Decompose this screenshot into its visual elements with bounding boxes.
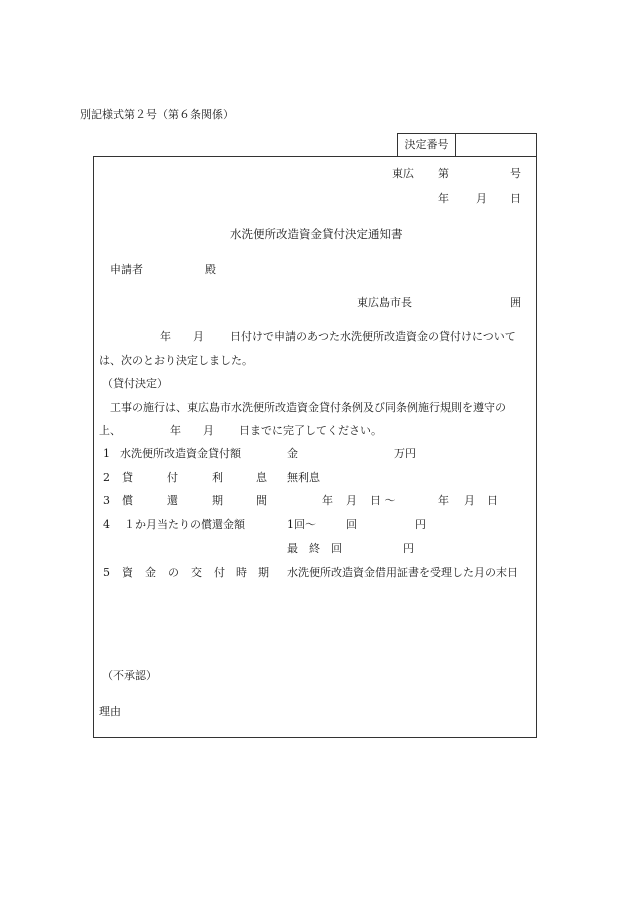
item3-number: 3: [103, 494, 110, 507]
body-line1-month: 月: [193, 330, 204, 343]
body-line1-year: 年: [160, 330, 171, 343]
document-title: 水洗便所改造資金貸付決定通知書: [230, 227, 403, 241]
item3-start-day: 日 〜: [370, 494, 396, 507]
item4-number: 4: [103, 518, 110, 531]
doc-number-go: 号: [510, 167, 521, 180]
item4-label: １か月当たりの償還金額: [124, 518, 245, 531]
approval-heading: （貸付決定）: [102, 377, 168, 390]
work-line2-month: 月: [203, 424, 214, 437]
item5-label-char: 金: [145, 566, 156, 579]
work-line2-year: 年: [170, 424, 181, 437]
decision-number-box: [397, 133, 537, 157]
item5-number: 5: [103, 566, 110, 579]
item2-label-char: 利: [212, 471, 223, 484]
item3-label-char: 間: [256, 494, 267, 507]
form-header-label: 別記様式第２号（第６条関係）: [80, 108, 234, 121]
item5-label-char: 交: [191, 566, 202, 579]
item4-first: 1回〜: [287, 518, 316, 531]
item3-label-char: 還: [167, 494, 178, 507]
item5-label-char: の: [168, 566, 179, 579]
work-line2-suffix: 日までに完了してください。: [239, 424, 382, 437]
item3-end-day: 日: [487, 494, 498, 507]
item5-label-char: 資: [122, 566, 133, 579]
work-line1: 工事の施行は、東広島市水洗便所改造資金貸付条例及び同条例施行規則を遵守の: [110, 401, 506, 414]
date-month: 月: [476, 192, 487, 205]
item3-label-char: 期: [212, 494, 223, 507]
item4-final-yen: 円: [403, 542, 414, 555]
body-line1-text: 日付けで申請のあつた水洗便所改造資金の貸付けについて: [230, 330, 516, 343]
item3-end-month: 月: [464, 494, 475, 507]
item2-label-char: 息: [256, 471, 267, 484]
item5-label-char: 時: [236, 566, 247, 579]
item4-final-label: 最 終 回: [287, 542, 342, 555]
decision-number-field[interactable]: [456, 134, 536, 157]
item3-label-char: 償: [122, 494, 133, 507]
item5-label-char: 期: [258, 566, 269, 579]
applicant-label: 申請者: [110, 263, 143, 276]
doc-number-prefix: 東広: [392, 167, 414, 180]
body-line2: は、次のとおり決定しました。: [99, 354, 253, 367]
mayor-seal: 囲: [510, 296, 521, 309]
item2-label-char: 貸: [122, 471, 133, 484]
item2-value: 無利息: [287, 471, 320, 484]
item2-label-char: 付: [167, 471, 178, 484]
date-day: 日: [510, 192, 521, 205]
disapproval-heading: （不承認）: [102, 669, 157, 682]
item5-label-char: 付: [214, 566, 225, 579]
date-year: 年: [438, 192, 449, 205]
applicant-honorific: 殿: [205, 263, 216, 276]
item3-start-month: 月: [346, 494, 357, 507]
item4-yen: 円: [415, 518, 426, 531]
item1-value-prefix: 金: [287, 447, 298, 460]
work-line2-prefix: 上、: [99, 424, 121, 437]
item5-value: 水洗便所改造資金借用証書を受理した月の末日: [287, 566, 518, 579]
item1-label: 水洗便所改造資金貸付額: [120, 447, 241, 460]
item3-end-year: 年: [438, 494, 449, 507]
item2-number: 2: [103, 471, 110, 484]
reason-label: 理由: [99, 705, 121, 718]
decision-number-label: 決定番号: [398, 134, 456, 157]
item1-value-unit: 万円: [394, 447, 416, 460]
item1-number: 1: [103, 447, 110, 460]
item4-kai: 回: [346, 518, 357, 531]
mayor-label: 東広島市長: [357, 296, 412, 309]
doc-number-dai: 第: [438, 167, 449, 180]
item3-start-year: 年: [322, 494, 333, 507]
